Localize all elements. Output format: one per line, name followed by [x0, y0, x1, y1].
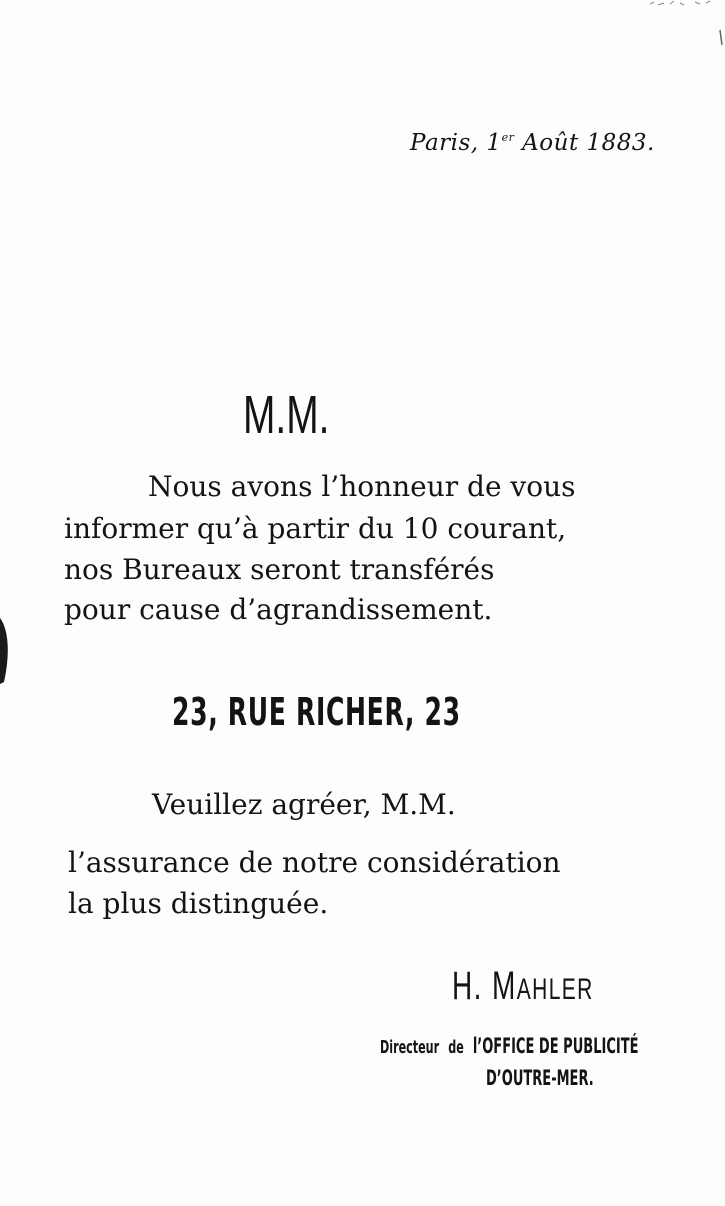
dateline-day-suffix: er [501, 131, 515, 144]
closing-line-3-text: la plus distinguée. [68, 887, 329, 920]
signatory-title-line-2 [486, 1066, 594, 1090]
title-word-directeur: Directeur [380, 1037, 440, 1058]
closing-line-1-text: Veuillez agréer, M.M. [152, 788, 456, 821]
title-line-2-text: D’OUTRE-MER. [486, 1066, 594, 1090]
closing-line-2 [68, 846, 561, 879]
signature-initial: H. [452, 964, 483, 1008]
signatory-title-line-1 [380, 1034, 639, 1058]
address: 23, RUE RICHER, 23 [172, 690, 461, 734]
signature-first-letter: M [491, 964, 517, 1008]
paragraph-line-1 [148, 470, 700, 503]
closing-line-3 [68, 887, 328, 920]
paragraph-line-4-text: pour cause d’agrandissement. [64, 593, 493, 626]
paragraph-line-2 [64, 512, 566, 545]
title-office: l’OFFICE DE PUBLICITÉ [472, 1034, 639, 1058]
salutation: M.M. [243, 385, 330, 445]
signature [452, 964, 594, 1009]
paragraph-line-1-text: Nous avons l’honneur de vous [148, 470, 576, 503]
paragraph-line-3-text: nos Bureaux seront transférés [64, 553, 495, 586]
dateline-place: Paris, [410, 130, 479, 156]
binding-shadow-left [0, 610, 14, 690]
dateline-month-year: Août 1883. [522, 130, 655, 156]
paragraph-line-2-text: informer qu’à partir du 10 courant, [64, 512, 567, 545]
closing-line-2-text: l’assurance de notre considération [68, 846, 561, 879]
scan-artifact-top-right [640, 0, 725, 60]
title-word-de: de [448, 1037, 464, 1058]
paragraph-line-3 [64, 553, 495, 586]
dateline-day: 1 [486, 130, 502, 156]
dateline [410, 130, 655, 156]
signature-surname-rest: AHLER [516, 973, 594, 1006]
closing-line-1 [152, 788, 456, 821]
paragraph-line-4 [64, 593, 492, 626]
